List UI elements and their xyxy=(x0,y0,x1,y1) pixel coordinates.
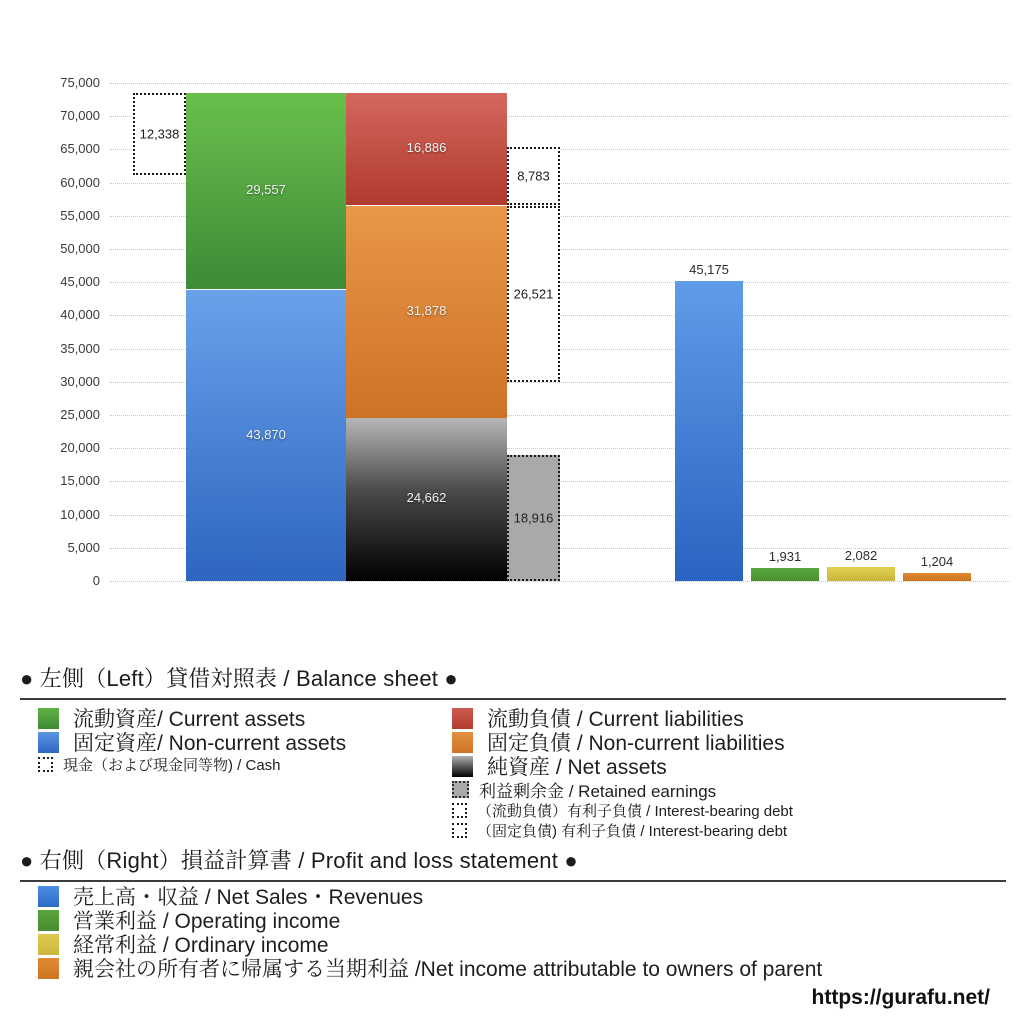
legend-item xyxy=(38,956,822,980)
assets-bar-segment-value: 29,557 xyxy=(246,182,286,197)
liabilities-bar-segment-value: 31,878 xyxy=(406,303,447,318)
legend-balance-sheet xyxy=(20,662,1006,840)
y-axis-tick-label: 45,000 xyxy=(60,274,100,289)
pl-bar-1-value: 1,931 xyxy=(768,549,802,564)
pl-operating-legend-swatch-icon xyxy=(38,910,59,931)
net-assets-legend-swatch-icon xyxy=(452,756,473,777)
y-axis-tick-label: 5,000 xyxy=(67,540,100,555)
legend-item xyxy=(452,778,793,800)
legend-pl-column xyxy=(38,884,822,980)
legend-item xyxy=(38,754,346,774)
retained-earnings-bar xyxy=(507,455,560,581)
legend-balance-sheet-title: ● 左側（Left）貸借対照表 / Balance sheet ● xyxy=(20,662,1006,700)
legend-item-label: 固定負債 / Non-current liabilities xyxy=(487,732,785,755)
interest-bearing-debt-current-box xyxy=(507,147,560,205)
y-axis-tick-label: 35,000 xyxy=(60,341,100,356)
liabilities-bar-segment-1 xyxy=(346,206,507,418)
y-axis-tick-label: 65,000 xyxy=(60,141,100,156)
legend-bs-left-column xyxy=(38,706,346,774)
pl-revenue-legend-swatch-icon xyxy=(38,886,59,907)
y-axis-tick-label: 70,000 xyxy=(60,108,100,123)
gridline xyxy=(110,581,1010,582)
non-current-liabilities-legend-swatch-icon xyxy=(452,732,473,753)
y-axis-tick-label: 55,000 xyxy=(60,208,100,223)
legend-profit-loss xyxy=(20,844,1006,981)
interest-bearing-debt-non-current-box xyxy=(507,206,560,382)
liabilities-bar-segment-value: 24,662 xyxy=(406,490,447,505)
legend-item xyxy=(452,754,793,778)
y-axis-tick-label: 25,000 xyxy=(60,407,100,422)
ib-debt-dotted-legend-swatch-icon xyxy=(452,823,467,838)
retained-earnings-legend-swatch-icon xyxy=(452,781,469,798)
pl-bar-0-value: 45,175 xyxy=(689,262,729,277)
y-axis-tick-label: 50,000 xyxy=(60,241,100,256)
cash-annotation-box-value: 12,338 xyxy=(139,126,180,142)
pl-bar-1 xyxy=(751,568,819,581)
cash-annotation-box xyxy=(133,93,186,175)
y-axis-tick-label: 75,000 xyxy=(60,75,100,90)
legend-item-label: 現金（および現金同等物) / Cash xyxy=(63,756,281,774)
y-axis-tick-label: 0 xyxy=(92,573,100,588)
legend-item-label: 利益剰余金 / Retained earnings xyxy=(479,781,717,801)
legend-item-label: 親会社の所有者に帰属する当期利益 /Net income attributable to owners of parent xyxy=(73,958,823,981)
y-axis-tick-label: 30,000 xyxy=(60,374,100,389)
pl-bar-3 xyxy=(903,573,971,581)
pl-net-income-legend-swatch-icon xyxy=(38,958,59,979)
assets-bar-segment-1 xyxy=(186,93,346,289)
y-axis-tick-label: 15,000 xyxy=(60,473,100,488)
retained-earnings-bar-value: 18,916 xyxy=(513,510,554,526)
pl-bar-2-value: 2,082 xyxy=(844,548,878,563)
current-assets-legend-swatch-icon xyxy=(38,708,59,729)
pl-bar-2 xyxy=(827,567,895,581)
legend-item-label: （固定負債) 有利子負債 / Interest-bearing debt xyxy=(477,822,788,840)
current-liabilities-legend-swatch-icon xyxy=(452,708,473,729)
legend-bs-right-column xyxy=(452,706,793,840)
legend-item xyxy=(452,800,793,820)
gridline xyxy=(110,83,1010,84)
legend-profit-loss-title: ● 右側（Right）損益計算書 / Profit and loss statement ● xyxy=(20,844,1006,882)
legend-item-label: 経常利益 / Ordinary income xyxy=(73,934,329,957)
legend-item-label: 固定資産/ Non-current assets xyxy=(73,732,347,755)
legend-item xyxy=(452,820,793,840)
liabilities-bar-segment-2 xyxy=(346,93,507,205)
y-axis-tick-label: 10,000 xyxy=(60,507,100,522)
non-current-assets-legend-swatch-icon xyxy=(38,732,59,753)
legend-item-label: 売上高・収益 / Net Sales・Revenues xyxy=(73,886,424,909)
legend-item-label: 流動負債 / Current liabilities xyxy=(487,708,744,731)
assets-bar-segment-0 xyxy=(186,290,346,581)
assets-bar-segment-value: 43,870 xyxy=(246,427,286,442)
y-axis-tick-label: 40,000 xyxy=(60,307,100,322)
pl-ordinary-legend-swatch-icon xyxy=(38,934,59,955)
legend-item-label: 流動資産/ Current assets xyxy=(73,708,306,731)
ib-debt-dotted-legend-swatch-icon xyxy=(452,803,467,818)
liabilities-bar-segment-value: 16,886 xyxy=(406,140,447,155)
legend-item xyxy=(38,730,346,754)
legend-item-label: 営業利益 / Operating income xyxy=(73,910,341,933)
liabilities-bar-segment-0 xyxy=(346,417,507,581)
site-url-link[interactable]: https://gurafu.net/ xyxy=(811,986,990,1009)
interest-bearing-debt-non-current-box-value: 26,521 xyxy=(513,286,554,302)
interest-bearing-debt-current-box-value: 8,783 xyxy=(517,168,550,184)
legend-item-label: 純資産 / Net assets xyxy=(487,756,667,779)
pl-bar-0 xyxy=(675,281,743,581)
legend-item-label: （流動負債）有利子負債 / Interest-bearing debt xyxy=(477,802,793,820)
pl-bar-3-value: 1,204 xyxy=(920,554,954,569)
cash-dotted-legend-swatch-icon xyxy=(38,757,53,772)
y-axis-tick-label: 60,000 xyxy=(60,175,100,190)
y-axis-tick-label: 20,000 xyxy=(60,440,100,455)
